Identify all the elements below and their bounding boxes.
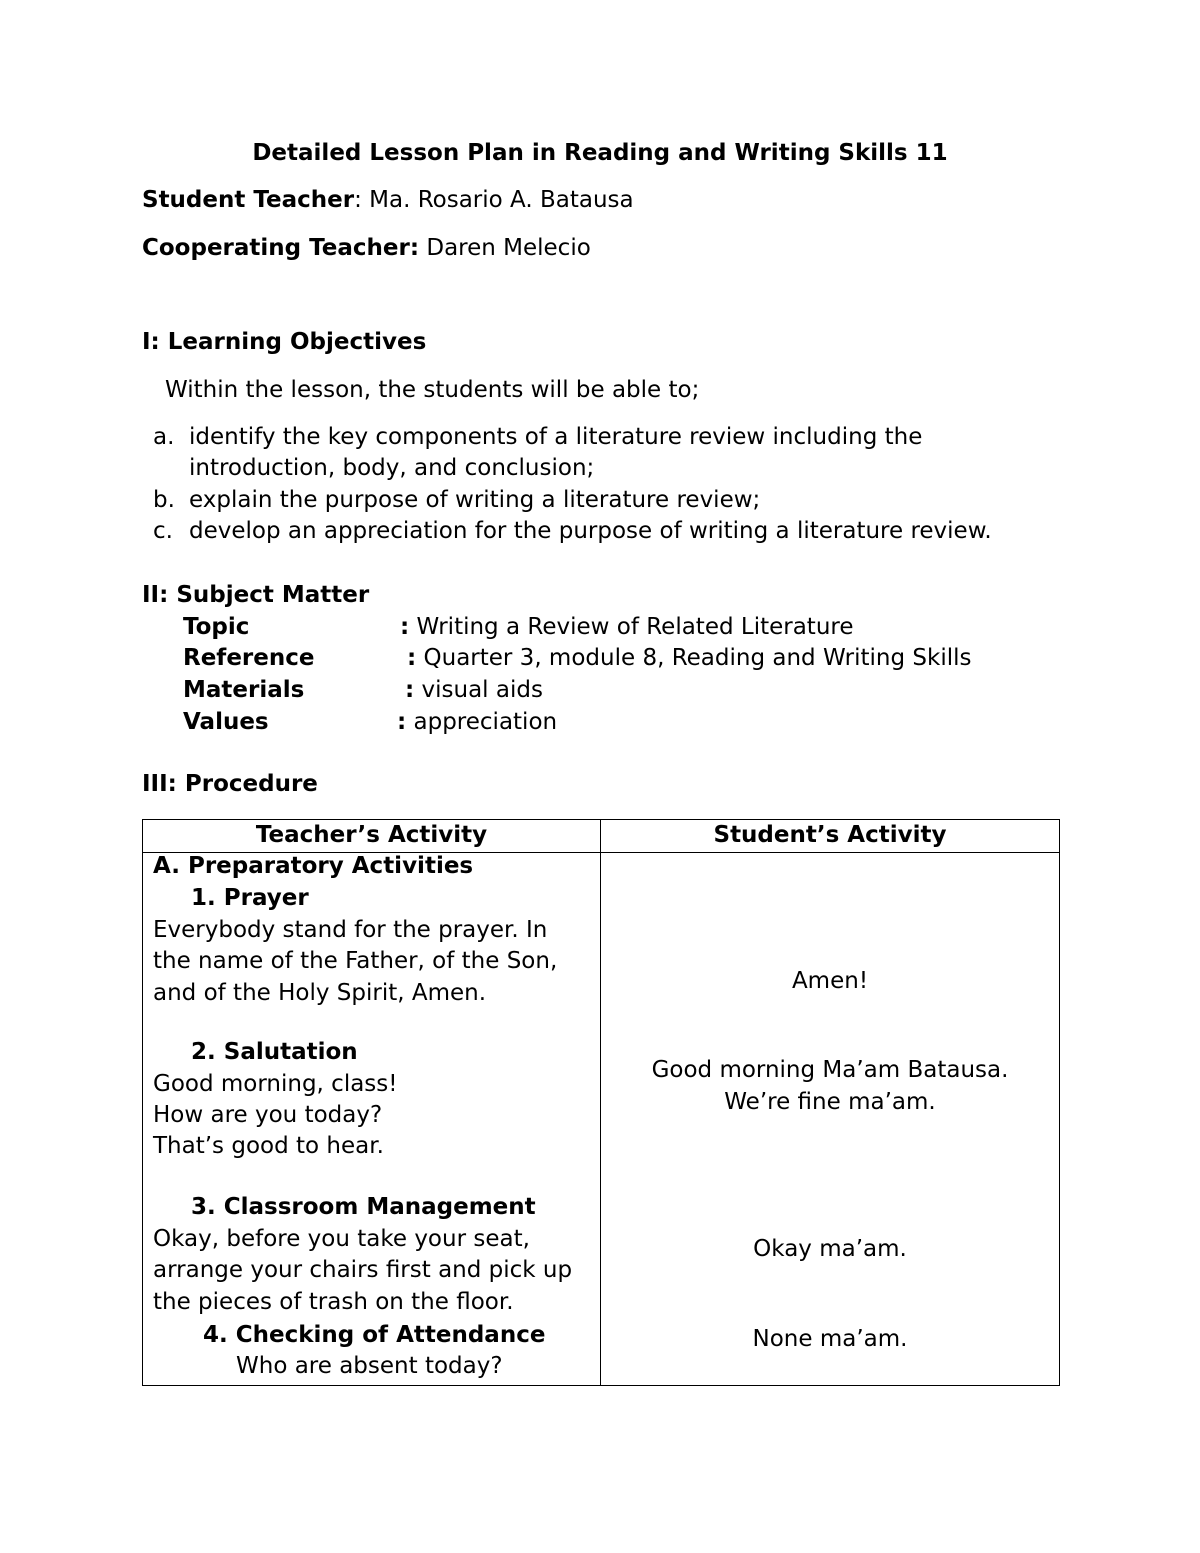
section-a-title: A. Preparatory Activities (153, 853, 474, 879)
salutation-response-1: Good morning Ma’am Batausa. (651, 1057, 1009, 1083)
topic-colon: : (400, 614, 410, 640)
topic-value: Writing a Review of Related Literature (409, 614, 854, 640)
objective-b-line-1: explain the purpose of writing a literature review; (189, 487, 761, 513)
objective-marker-a: a. (153, 424, 175, 450)
classroom-line-3: the pieces of trash on the floor. (153, 1289, 514, 1315)
objective-c-line-1: develop an appreciation for the purpose of writing a literature review. (189, 518, 992, 544)
materials-colon: : (405, 677, 415, 703)
prayer-line-1: Everybody stand for the prayer. In (153, 917, 548, 943)
reference-label: Reference (183, 645, 315, 671)
student-activity-cell (601, 853, 1060, 1386)
attendance-response: None ma’am. (752, 1326, 908, 1352)
classroom-management-title: 3. Classroom Management (191, 1194, 536, 1220)
procedure-table-row (143, 853, 1060, 1386)
topic-label: Topic (183, 614, 250, 640)
values-label: Values (183, 709, 269, 735)
attendance-line: Who are absent today? (236, 1353, 503, 1379)
objective-marker-c: c. (153, 518, 173, 544)
cooperating-teacher-value: Daren Melecio (419, 235, 591, 261)
prayer-line-3: and of the Holy Spirit, Amen. (153, 980, 487, 1006)
classroom-response: Okay ma’am. (753, 1236, 907, 1262)
prayer-response: Amen! (791, 968, 869, 994)
student-activity-header: Student’s Activity (601, 820, 1060, 853)
reference-value: Quarter 3, module 8, Reading and Writing Skills (416, 645, 972, 671)
materials-value-row (405, 677, 543, 705)
salutation-line-1: Good morning, class! (153, 1071, 398, 1097)
reference-colon: : (407, 645, 417, 671)
cooperating-teacher-label: Cooperating Teacher: (142, 235, 420, 261)
teacher-activity-cell (143, 853, 601, 1386)
objective-marker-b: b. (153, 487, 175, 513)
objective-a-line-1: identify the key components of a literature review including the (189, 424, 923, 450)
salutation-title: 2. Salutation (191, 1039, 358, 1065)
procedure-table-header-row (143, 820, 1060, 853)
salutation-response-2: We’re fine ma’am. (724, 1089, 936, 1115)
objectives-heading: I: Learning Objectives (142, 329, 427, 355)
student-teacher-label: Student Teacher (142, 187, 355, 213)
objective-a-line-2: introduction, body, and conclusion; (189, 455, 595, 481)
values-value-row (397, 709, 557, 737)
procedure-table (142, 819, 1060, 1386)
student-teacher-row (142, 187, 634, 215)
prayer-line-2: the name of the Father, of the Son, (153, 948, 558, 974)
materials-label: Materials (183, 677, 305, 703)
materials-value: visual aids (414, 677, 543, 703)
reference-value-row (407, 645, 971, 673)
classroom-line-2: arrange your chairs first and pick up (153, 1257, 573, 1283)
classroom-line-1: Okay, before you take your seat, (153, 1226, 530, 1252)
student-teacher-value: : Ma. Rosario A. Batausa (354, 187, 634, 213)
prayer-title: 1. Prayer (191, 885, 309, 911)
attendance-title: 4. Checking of Attendance (203, 1322, 546, 1348)
topic-value-row (400, 614, 854, 642)
teacher-activity-header: Teacher’s Activity (143, 820, 601, 853)
procedure-heading: III: Procedure (142, 771, 318, 797)
values-value: appreciation (406, 709, 558, 735)
values-colon: : (397, 709, 407, 735)
salutation-line-3: That’s good to hear. (153, 1133, 384, 1159)
objectives-intro: Within the lesson, the students will be able to; (165, 377, 700, 403)
document-title: Detailed Lesson Plan in Reading and Writing Skills 11 (252, 140, 948, 166)
salutation-line-2: How are you today? (153, 1102, 383, 1128)
cooperating-teacher-row (142, 235, 591, 263)
subject-matter-heading: II: Subject Matter (142, 582, 370, 608)
